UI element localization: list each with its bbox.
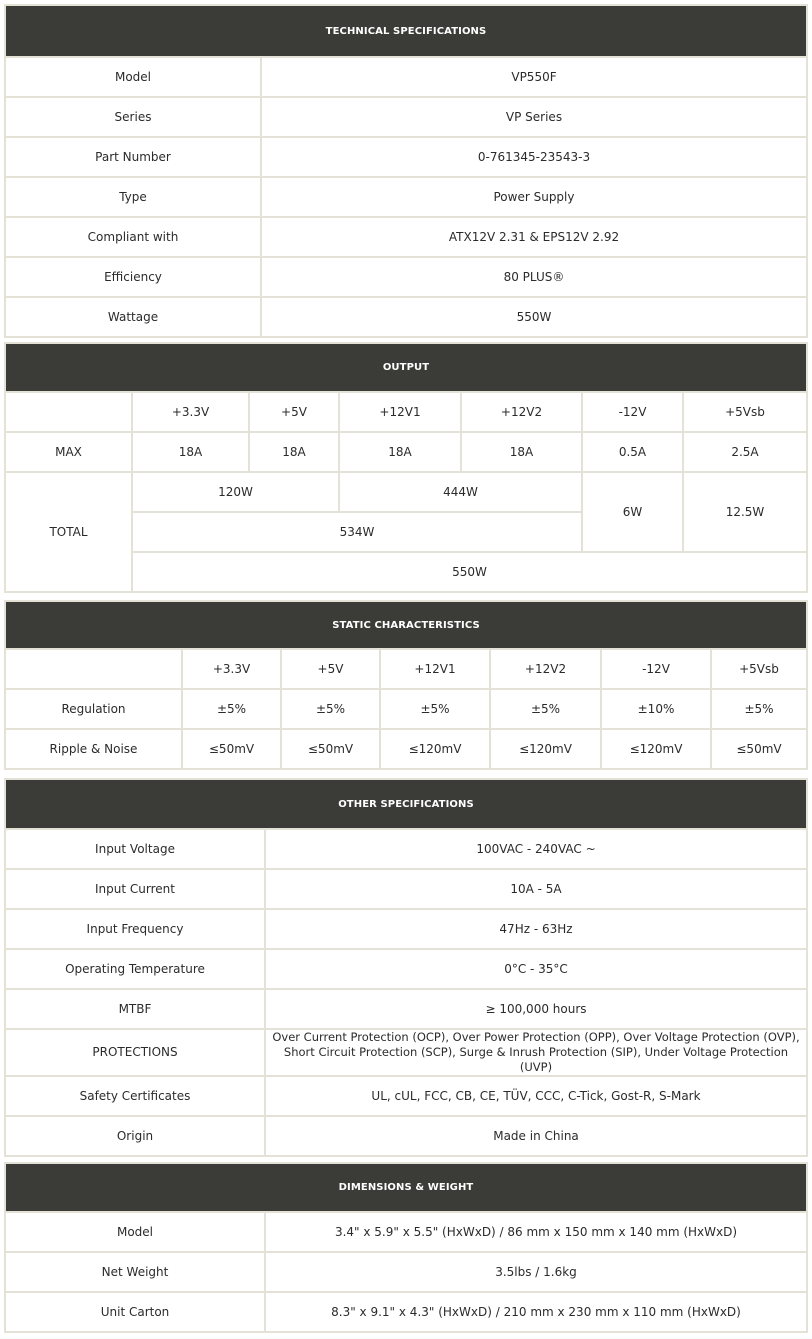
table-row [6,138,806,176]
ripple-value: ≤50mV [712,730,806,768]
table-row [6,1213,806,1251]
row-value: 8.3" x 9.1" x 4.3" (HxWxD) / 210 mm x 230 mm x 110 mm (HxWxD) [266,1293,806,1331]
row-label: PROTECTIONS [6,1030,264,1075]
max-value: 18A [340,433,460,471]
regulation-value: ±5% [491,690,600,728]
rail-header: +12V2 [462,393,581,431]
row-value: 0°C - 35°C [266,950,806,988]
total-label: TOTAL [6,473,131,591]
max-value: 2.5A [684,433,806,471]
row-label: Unit Carton [6,1293,264,1331]
technical-specifications-table [4,4,808,338]
section-header: OTHER SPECIFICATIONS [6,780,806,828]
row-value: UL, cUL, FCC, CB, CE, TÜV, CCC, C-Tick, Gost-R, S-Mark [266,1077,806,1115]
row-value: 47Hz - 63Hz [266,910,806,948]
table-row [6,950,806,988]
other-specifications-section [4,778,808,1157]
row-value: VP Series [262,98,806,136]
row-value: VP550F [262,58,806,96]
regulation-label: Regulation [6,690,181,728]
row-value: 100VAC - 240VAC ~ [266,830,806,868]
row-value: 0-761345-23543-3 [262,138,806,176]
rail-header-row [6,393,806,431]
rail-header-row [6,650,806,688]
table-row [6,830,806,868]
total-12v: 444W [340,473,581,511]
row-value: 3.5lbs / 1.6kg [266,1253,806,1291]
row-label: Type [6,178,260,216]
rail-header: +5Vsb [684,393,806,431]
table-row [6,218,806,256]
table-row [6,1077,806,1115]
technical-specifications-section [4,4,808,338]
row-label: MTBF [6,990,264,1028]
row-value: Power Supply [262,178,806,216]
rail-header: +3.3V [133,393,248,431]
row-value: Made in China [266,1117,806,1155]
row-label: Input Frequency [6,910,264,948]
rail-header: +5V [282,650,379,688]
table-row [6,870,806,908]
table-row [6,1293,806,1331]
row-value: 550W [262,298,806,336]
static-characteristics-section [4,600,808,770]
rail-header: +5Vsb [712,650,806,688]
row-label: Wattage [6,298,260,336]
row-label: Input Current [6,870,264,908]
row-label: Operating Temperature [6,950,264,988]
total-combined: 534W [133,513,581,551]
row-label: Net Weight [6,1253,264,1291]
ripple-label: Ripple & Noise [6,730,181,768]
row-value: ≥ 100,000 hours [266,990,806,1028]
row-label: Compliant with [6,218,260,256]
table-row [6,178,806,216]
table-row [6,1253,806,1291]
total-5vsb: 12.5W [684,473,806,551]
regulation-value: ±10% [602,690,710,728]
row-label: Model [6,1213,264,1251]
other-specifications-table [4,778,808,1157]
max-value: 18A [462,433,581,471]
protections-line-2: Short Circuit Protection (SCP), Surge & Inrush Protection (SIP), Under Voltage Protection (UVP) [283,1045,789,1074]
static-characteristics-table [4,600,808,770]
max-row [6,433,806,471]
section-header: OUTPUT [6,344,806,391]
table-row [6,258,806,296]
dimensions-weight-section [4,1162,808,1333]
rail-header: +3.3V [183,650,280,688]
dimensions-weight-table [4,1162,808,1333]
rail-header: +12V1 [340,393,460,431]
rail-header: -12V [583,393,682,431]
total-3v3-5v: 120W [133,473,338,511]
table-row [6,910,806,948]
table-row [6,58,806,96]
empty-corner-cell [6,393,131,431]
table-row [6,298,806,336]
output-table [4,342,808,593]
rail-header: -12V [602,650,710,688]
table-row [6,1030,806,1075]
total-neg12v: 6W [583,473,682,551]
ripple-value: ≤50mV [282,730,379,768]
section-header: DIMENSIONS & WEIGHT [6,1164,806,1211]
max-label: MAX [6,433,131,471]
regulation-value: ±5% [183,690,280,728]
output-section [4,342,808,593]
ripple-value: ≤120mV [491,730,600,768]
table-row [6,990,806,1028]
max-value: 18A [250,433,338,471]
max-value: 18A [133,433,248,471]
regulation-value: ±5% [381,690,489,728]
ripple-value: ≤120mV [381,730,489,768]
row-value: 3.4" x 5.9" x 5.5" (HxWxD) / 86 mm x 150 mm x 140 mm (HxWxD) [266,1213,806,1251]
row-label: Series [6,98,260,136]
regulation-row [6,690,806,728]
row-label: Safety Certificates [6,1077,264,1115]
ripple-row [6,730,806,768]
protections-line-1: Over Current Protection (OCP), Over Power Protection (OPP), Over Voltage Protection (OVP), [272,1030,800,1044]
table-row [6,1117,806,1155]
regulation-value: ±5% [282,690,379,728]
max-value: 0.5A [583,433,682,471]
row-value: 80 PLUS® [262,258,806,296]
section-header: TECHNICAL SPECIFICATIONS [6,6,806,56]
row-label: Efficiency [6,258,260,296]
total-all: 550W [133,553,806,591]
row-label: Part Number [6,138,260,176]
empty-corner-cell [6,650,181,688]
table-row [6,98,806,136]
row-label: Model [6,58,260,96]
row-label: Input Voltage [6,830,264,868]
protections-value [266,1030,806,1075]
section-header: STATIC CHARACTERISTICS [6,602,806,648]
row-value: ATX12V 2.31 & EPS12V 2.92 [262,218,806,256]
rail-header: +12V1 [381,650,489,688]
ripple-value: ≤120mV [602,730,710,768]
regulation-value: ±5% [712,690,806,728]
rail-header: +5V [250,393,338,431]
total-row [6,473,806,511]
row-value: 10A - 5A [266,870,806,908]
rail-header: +12V2 [491,650,600,688]
ripple-value: ≤50mV [183,730,280,768]
row-label: Origin [6,1117,264,1155]
